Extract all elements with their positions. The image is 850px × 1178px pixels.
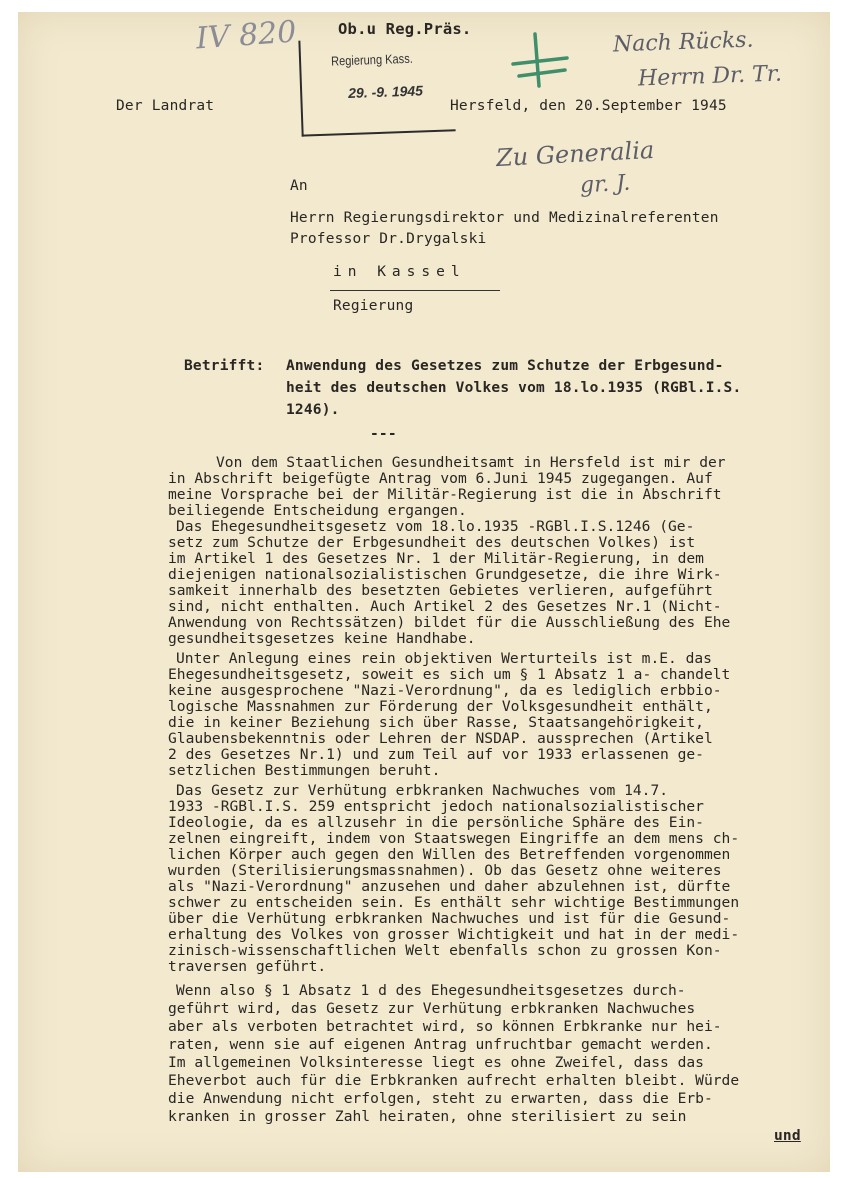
body-line: setzlichen Bestimmungen beruht.: [168, 762, 441, 779]
body-line: als "Nazi-Verordnung" anzusehen und daher abzulehnen ist, dürfte: [168, 878, 731, 895]
handwritten-note-line-1: Nach Rücks.: [612, 27, 754, 58]
office-header: Ob.u Reg.Präs.: [338, 20, 472, 38]
green-check-mark: [505, 30, 575, 90]
body-line: keine ausgesprochene "Nazi-Verordnung", da es lediglich erbbio-: [168, 682, 722, 699]
handwritten-initials: gr. J.: [579, 170, 631, 199]
subject-line-2: heit des deutschen Volkes vom 18.lo.1935 (RGBl.I.S.: [286, 380, 742, 396]
body-line: samkeit innerhalb des besetzten Gebietes verlieren, aufgeführt: [168, 582, 713, 599]
body-line: in Abschrift beigefügte Antrag vom 6.Juni 1945 zugegangen. Auf: [168, 470, 713, 487]
subject-label: Betrifft:: [184, 358, 265, 374]
body-line: Im allgemeinen Volksinteresse liegt es ohne Zweifel, dass das: [168, 1054, 704, 1071]
body-line: meine Vorsprache bei der Militär-Regierung ist die in Abschrift: [168, 486, 722, 503]
subject-line-3: 1246).: [286, 402, 340, 418]
body-line: erhaltung des Volkes von grosser Wichtigkeit und hat in der medi-: [168, 926, 740, 943]
continuation-word: und: [774, 1128, 801, 1144]
recipient-underline: [330, 290, 500, 291]
body-line: beiliegende Entscheidung ergangen.: [168, 502, 467, 519]
body-line: lichen Körper auch gegen den Willen des Betreffenden vorgenommen: [168, 846, 731, 863]
body-line: die Anwendung nicht erfolgen, steht zu erwarten, dass die Erb-: [168, 1090, 713, 1107]
recipient-an: An: [290, 178, 308, 194]
recipient-line-1: Herrn Regierungsdirektor und Medizinalreferenten: [290, 210, 719, 226]
subject-separator: ---: [370, 426, 397, 442]
body-line: zinisch-wissenschaftlichen Welt ebenfalls schon zu grossen Kon-: [168, 942, 722, 959]
body-line: raten, wenn sie auf eigenen Antrag unfruchtbar gemacht werden.: [168, 1036, 713, 1053]
body-line: geführt wird, das Gesetz zur Verhütung erbkranken Nachwuches: [168, 1000, 696, 1017]
handwritten-note-line-2: Herrn Dr. Tr.: [637, 61, 783, 92]
subject-line-1: Anwendung des Gesetzes zum Schutze der Erbgesund-: [286, 358, 724, 374]
body-line: traversen geführt.: [168, 958, 327, 975]
stamp-office-text: Regierung Kass.: [330, 50, 414, 69]
body-line: schwer zu entscheiden sein. Es enthält sehr wichtige Bestimmungen: [168, 894, 740, 911]
body-line: aber als verboten betrachtet wird, so können Erbkranke nur hei-: [168, 1018, 722, 1035]
body-line: logische Massnahmen zur Förderung der Volksgesundheit enthält,: [168, 698, 713, 715]
body-line: zelnen eingreift, indem von Staatswegen Eingriffe an dem mens ch-: [168, 830, 740, 847]
body-line: wurden (Sterilisierungsmassnahmen). Ob das Gesetz ohne weiteres: [168, 862, 722, 879]
body-line: im Artikel 1 des Gesetzes Nr. 1 der Militär-Regierung, in dem: [168, 550, 704, 567]
sender: Der Landrat: [116, 98, 215, 114]
place-date: Hersfeld, den 20.September 1945: [450, 98, 727, 114]
body-line: Wenn also § 1 Absatz 1 d des Ehegesundheitsgesetzes durch-: [176, 982, 686, 999]
stamp-date: 29. -9. 1945: [347, 82, 424, 102]
body-line: Das Gesetz zur Verhütung erbkranken Nachwuches vom 14.7.: [176, 782, 669, 799]
recipient-city: in Kassel: [333, 264, 466, 280]
body-line: gesundheitsgesetzes keine Handhabe.: [168, 630, 476, 647]
body-line: Ehegesundheitsgesetz, soweit es sich um § 1 Absatz 1 a- chandelt: [168, 666, 731, 683]
body-line: Ideologie, da es allzusehr in die persönliche Sphäre des Ein-: [168, 814, 704, 831]
body-line: Unter Anlegung eines rein objektiven Werturteils ist m.E. das: [176, 650, 712, 667]
body-line: Von dem Staatlichen Gesundheitsamt in Hersfeld ist mir der: [216, 454, 726, 471]
body-line: Anwendung von Rechtssätzen) bildet für die Ausschließung des Ehe: [168, 614, 731, 631]
body-line: die in keiner Beziehung sich über Rasse, Staatsangehörigkeit,: [168, 714, 704, 731]
recipient-line-2: Professor Dr.Drygalski: [290, 231, 487, 247]
body-line: Glaubensbekenntnis oder Lehren der NSDAP. aussprechen (Artikel: [168, 730, 713, 747]
recipient-line-4: Regierung: [333, 298, 414, 314]
body-line: Das Ehegesundheitsgesetz vom 18.lo.1935 -RGBl.I.S.1246 (Ge-: [176, 518, 695, 535]
handwritten-registry-number: IV 820: [194, 14, 298, 57]
handwritten-note-zu-generalia: Zu Generalia: [495, 135, 655, 173]
body-line: sind, nicht enthalten. Auch Artikel 2 des Gesetzes Nr.1 (Nicht-: [168, 598, 722, 615]
body-line: 1933 -RGBl.I.S. 259 entspricht jedoch nationalsozialistischer: [168, 798, 704, 815]
body-line: 2 des Gesetzes Nr.1) und zum Teil auf vor 1933 erlassenen ge-: [168, 746, 704, 763]
body-line: über die Verhütung erbkranken Nachwuches und ist für die Gesund-: [168, 910, 731, 927]
receipt-stamp: [298, 35, 455, 136]
body-line: diejenigen nationalsozialistischen Grundgesetze, die ihre Wirk-: [168, 566, 722, 583]
body-line: Eheverbot auch für die Erbkranken aufrecht erhalten bleibt. Würde: [168, 1072, 740, 1089]
body-line: kranken in grosser Zahl heiraten, ohne sterilisiert zu sein: [168, 1108, 687, 1125]
body-line: setz zum Schutze der Erbgesundheit des deutschen Volkes) ist: [168, 534, 696, 551]
